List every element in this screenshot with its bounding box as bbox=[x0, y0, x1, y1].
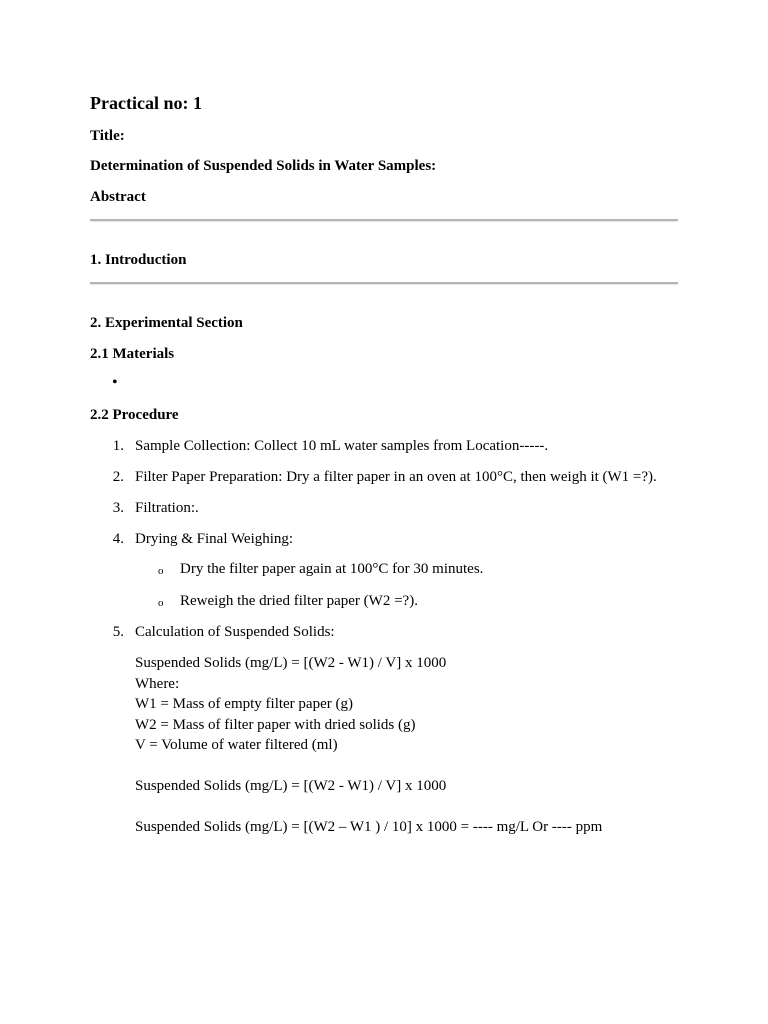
sub-bullet-marker: o bbox=[158, 565, 164, 577]
formula-final: Suspended Solids (mg/L) = [(W2 – W1 ) / 10] x 1000 = ---- mg/L Or ---- ppm bbox=[135, 819, 603, 835]
where-label: Where: bbox=[135, 676, 180, 692]
procedure-heading: 2.2 Procedure bbox=[90, 407, 179, 423]
materials-heading: 2.1 Materials bbox=[90, 346, 175, 362]
variable-definition: V = Volume of water filtered (ml) bbox=[135, 737, 338, 753]
step-number: 2. bbox=[112, 469, 124, 485]
practical-heading: Practical no: 1 bbox=[90, 93, 202, 113]
variable-definition: W2 = Mass of filter paper with dried solids (g) bbox=[135, 717, 416, 733]
step-number: 5. bbox=[112, 624, 124, 640]
section-divider bbox=[90, 219, 678, 222]
experimental-heading: 2. Experimental Section bbox=[90, 315, 243, 331]
sub-bullet-marker: o bbox=[158, 597, 164, 609]
formula-repeat: Suspended Solids (mg/L) = [(W2 - W1) / V] x 1000 bbox=[135, 778, 447, 794]
variable-definition: W1 = Mass of empty filter paper (g) bbox=[135, 696, 353, 712]
step-text: Drying & Final Weighing: bbox=[135, 531, 294, 547]
step-text: Filter Paper Preparation: Dry a filter paper in an oven at 100°C, then weigh it (W1 =?). bbox=[135, 469, 657, 485]
formula-line: Suspended Solids (mg/L) = [(W2 - W1) / V] x 1000 bbox=[135, 655, 447, 671]
step-text: Sample Collection: Collect 10 mL water samples from Location-----. bbox=[135, 438, 549, 454]
sub-item-text: Dry the filter paper again at 100°C for 30 minutes. bbox=[180, 561, 484, 577]
abstract-heading: Abstract bbox=[90, 189, 146, 205]
section-divider bbox=[90, 282, 678, 285]
step-text: Filtration:. bbox=[135, 500, 199, 516]
step-number: 3. bbox=[112, 500, 124, 516]
step-text: Calculation of Suspended Solids: bbox=[135, 624, 335, 640]
introduction-heading: 1. Introduction bbox=[90, 252, 187, 268]
sub-item-text: Reweigh the dried filter paper (W2 =?). bbox=[180, 593, 418, 609]
title-text: Determination of Suspended Solids in Water Samples: bbox=[90, 158, 437, 174]
materials-bullet: • bbox=[112, 374, 118, 391]
step-number: 4. bbox=[112, 531, 124, 547]
title-label: Title: bbox=[90, 128, 125, 144]
step-number: 1. bbox=[112, 438, 124, 454]
